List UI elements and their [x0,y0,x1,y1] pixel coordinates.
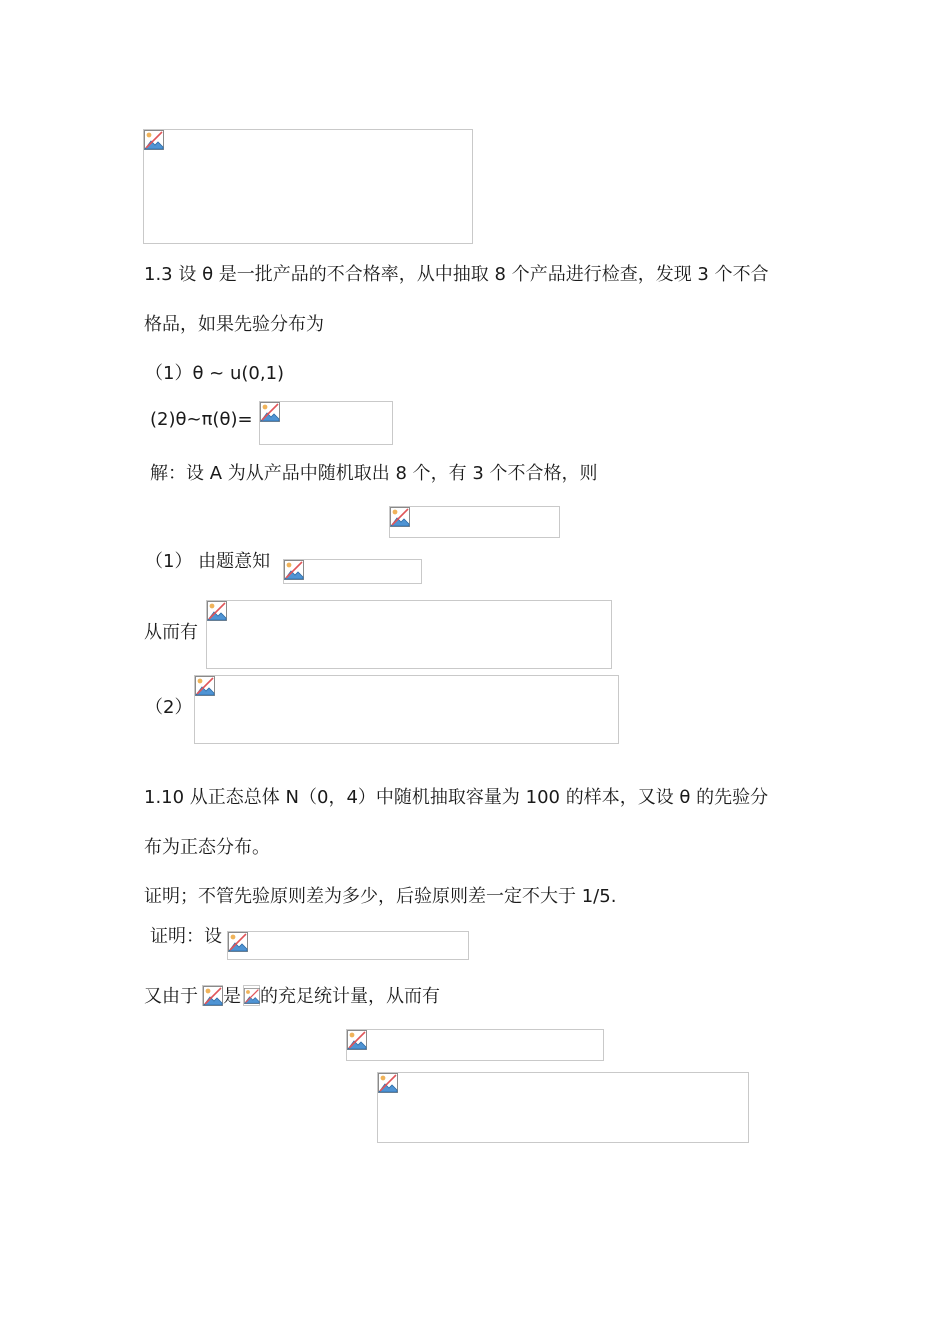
broken-image-icon [244,986,260,1006]
broken-image-icon [260,402,280,422]
broken-image-icon [203,986,223,1006]
broken-image-icon [228,932,248,952]
therefore-label: 从而有 [144,622,198,643]
since-text-a: 又由于 [144,986,198,1007]
formula-sufficient-statistic [346,1029,604,1061]
prior-case-1: （1）θ ~ u(0,1) [145,363,285,384]
part-1-label: （1） 由题意知 [145,551,271,572]
formula-prior-density [259,401,393,445]
broken-image-icon [144,130,164,150]
formula-part1-prior [283,559,422,584]
broken-image-icon [378,1073,398,1093]
since-text-c: 的充足统计量，从而有 [260,986,440,1007]
problem-1-3-line2: 格品，如果先验分布为 [144,314,324,335]
problem-1-10-line1: 1.10 从正态总体 N（0，4）中随机抽取容量为 100 的样本，又设 θ 的先验分 [144,787,769,808]
problem-1-3-line1: 1.3 设 θ 是一批产品的不合格率，从中抽取 8 个产品进行检查，发现 3 个不合 [144,264,769,285]
prior-case-2: (2)θ~π(θ)= [150,409,253,430]
problem-1-10-line2: 布为正态分布。 [144,837,270,858]
formula-posterior-variance [377,1072,749,1143]
since-text-b: 是 [223,986,241,1007]
figure-placeholder-top [143,129,473,244]
formula-inline-statistic [202,985,223,1006]
broken-image-icon [284,560,304,580]
broken-image-icon [195,676,215,696]
broken-image-icon [347,1030,367,1050]
part-2-label: （2） [145,697,193,718]
formula-likelihood [389,506,560,538]
solution-intro: 解：设 A 为从产品中随机取出 8 个，有 3 个不合格，则 [150,463,598,484]
proof-start: 证明：设 [150,926,222,947]
broken-image-icon [390,507,410,527]
formula-part2-posterior [194,675,619,744]
broken-image-icon [207,601,227,621]
formula-part1-posterior [206,600,612,669]
formula-proof-setup [227,931,469,960]
claim-text: 证明；不管先验原则差为多少，后验原则差一定不大于 1/5. [144,886,617,907]
formula-inline-parameter [243,985,260,1006]
